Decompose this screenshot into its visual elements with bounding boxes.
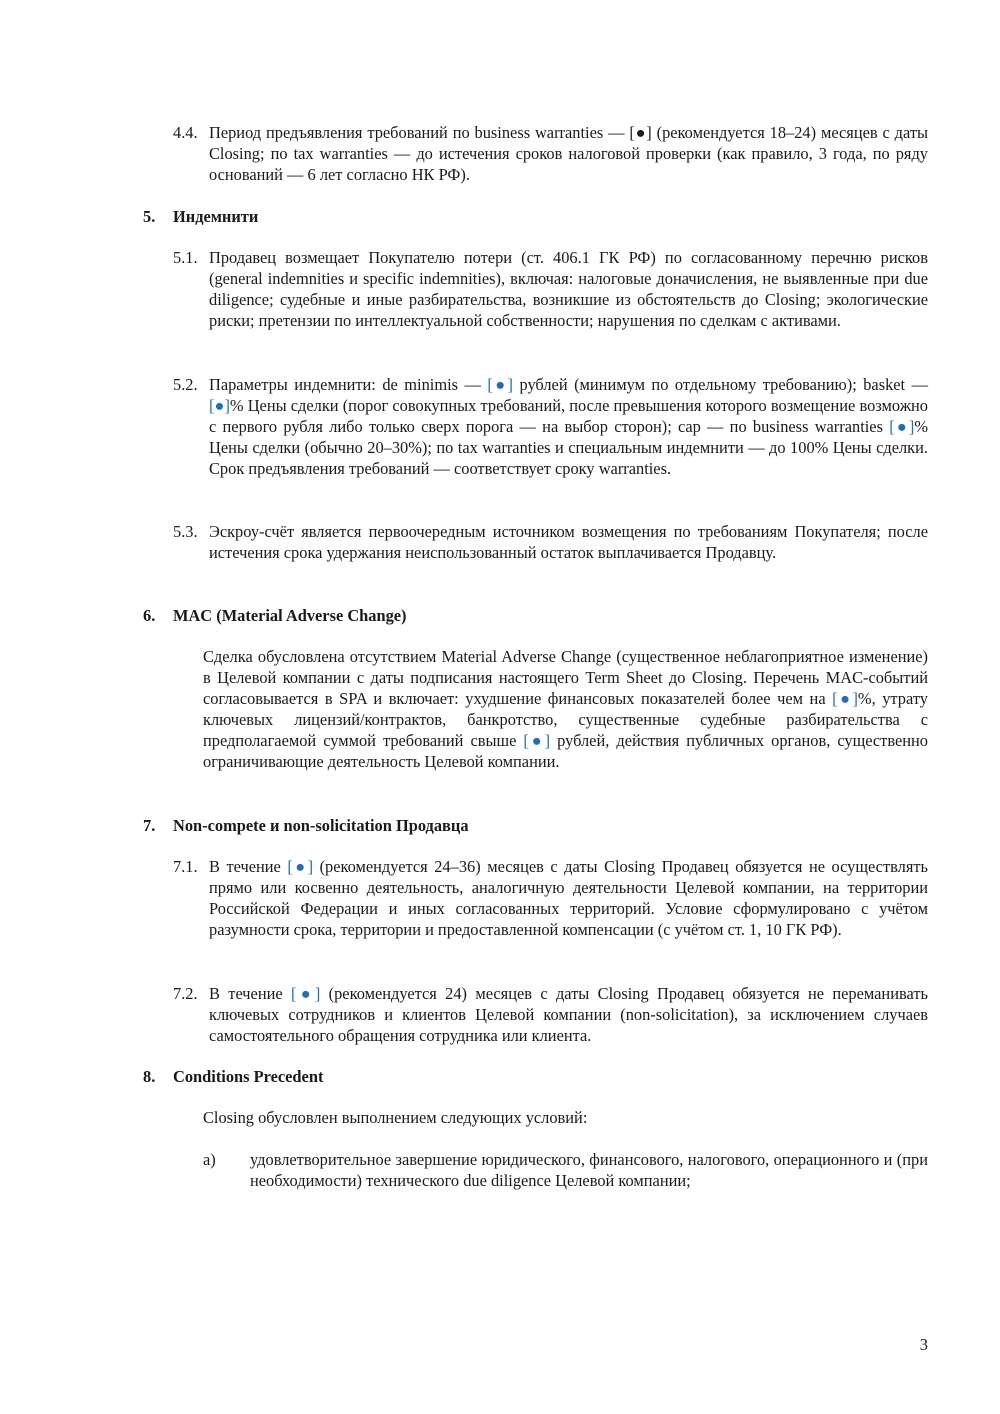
- page-number: 3: [919, 1335, 928, 1354]
- section-number: 8.: [143, 1067, 156, 1086]
- text-run: В течение: [209, 984, 291, 1003]
- placeholder-marker: [●]: [832, 689, 858, 708]
- clause-7-1: [173, 856, 928, 940]
- clause-7-2: [173, 983, 928, 1046]
- placeholder-marker: [●]: [487, 375, 513, 394]
- section-5-heading: [143, 206, 258, 227]
- text-run: %, утрату ключевых лицензий/контрактов, банкротство, существенные судебные разбирательства с предполагаемой суммой требований свыше: [203, 689, 928, 750]
- text-run: рублей, действия публичных органов, существенно ограничивающие деятельность Целевой компании.: [203, 731, 928, 771]
- text-run: рублей (минимум по отдельному требованию); basket —: [512, 375, 928, 394]
- text-run: (рекомендуется 24) месяцев с даты Closing Продавец обязуется не переманивать ключевых сотрудников и клиентов Целевой компании (non-solicitation), за исключением случаев самостоятельного обращения сотрудника или клиента.: [209, 984, 928, 1045]
- clause-5-2: [173, 374, 928, 479]
- clause-text: [209, 856, 928, 940]
- section-7-heading: [143, 815, 469, 836]
- section-title: Индемнити: [173, 207, 259, 226]
- section-title: Non-compete и non-solicitation Продавца: [173, 816, 469, 835]
- section-number: 7.: [143, 816, 156, 835]
- placeholder-marker: [●]: [889, 417, 915, 436]
- clause-number: 7.2.: [173, 984, 198, 1003]
- clause-5-1: [173, 247, 928, 331]
- clause-text: [209, 983, 928, 1046]
- placeholder-marker: [●]: [209, 396, 230, 415]
- text-run: Сделка обусловлена отсутствием Material Adverse Change (существенное неблагоприятное изменение) в Целевой компании с даты подписания настоящего Term Sheet до Closing. Перечень MAC-событий согласовывается в SPA и включает: ухудшение финансовых показателей более чем на: [203, 647, 928, 708]
- text-run: % Цены сделки (обычно 20–30%); по tax warranties и специальным индемнити — до 100% Цены сделки. Срок предъявления требований — соответствует сроку warranties.: [209, 417, 928, 478]
- clause-text: Период предъявления требований по business warranties — [●] (рекомендуется 18–24) месяцев с даты Closing; по tax warranties — до истечения сроков налоговой проверки (как правило, 3 года, по ряду оснований — 6 лет согласно НК РФ).: [209, 123, 928, 184]
- section-title: MAC (Material Adverse Change): [173, 606, 407, 625]
- clause-text: [209, 374, 928, 479]
- placeholder-marker: [●]: [287, 857, 314, 876]
- placeholder-marker: [●]: [523, 731, 551, 750]
- clause-text: Эскроу-счёт является первоочередным источником возмещения по требованиям Покупателя; после истечения срока удержания неиспользованный остаток выплачивается Продавцу.: [209, 522, 928, 562]
- clause-number: 5.2.: [173, 375, 198, 394]
- text-run: В течение: [209, 857, 288, 876]
- text-run: Параметры индемнити: de minimis —: [209, 375, 488, 394]
- clause-4-4: [173, 122, 928, 185]
- section-6-body: [203, 646, 928, 772]
- section-6-heading: [143, 605, 407, 626]
- list-item: [203, 1149, 928, 1191]
- clause-text: Продавец возмещает Покупателю потери (ст. 406.1 ГК РФ) по согласованному перечню рисков (general indemnities и specific indemnities), включая: налоговые доначисления, не выявленные при due diligence; судебные и иные разбирательства, возникшие из обстоятельств до Closing; экологические риски; претензии по интеллектуальной собственности; нарушения по сделкам с активами.: [209, 248, 928, 330]
- clause-5-3: [173, 521, 928, 563]
- placeholder-marker: [●]: [291, 984, 321, 1003]
- text-run: % Цены сделки (порог совокупных требований, после превышения которого возмещение возможно с первого рубля либо только сверх порога — на выбор сторон); cap — по business warranties: [209, 396, 928, 436]
- section-title: Conditions Precedent: [173, 1067, 324, 1086]
- section-number: 5.: [143, 207, 156, 226]
- list-item-label: а): [203, 1150, 216, 1169]
- text-run: (рекомендуется 24–36) месяцев с даты Closing Продавец обязуется не осуществлять прямо или косвенно деятельность, аналогичную деятельности Целевой компании, на территории Российской Федерации и иных согласованных территорий. Условие сформулировано с учётом разумности срока, территории и предоставленной компенсации (с учётом ст. 1, 10 ГК РФ).: [209, 857, 928, 939]
- section-8-intro: Closing обусловлен выполнением следующих условий:: [203, 1108, 588, 1127]
- clause-number: 5.3.: [173, 522, 198, 541]
- clause-number: 7.1.: [173, 857, 198, 876]
- list-item-text: удовлетворительное завершение юридического, финансового, налогового, операционного и (при необходимости) технического due diligence Целевой компании;: [250, 1150, 928, 1190]
- section-number: 6.: [143, 606, 156, 625]
- clause-number: 5.1.: [173, 248, 198, 267]
- section-8-heading: [143, 1066, 323, 1087]
- clause-number: 4.4.: [173, 123, 198, 142]
